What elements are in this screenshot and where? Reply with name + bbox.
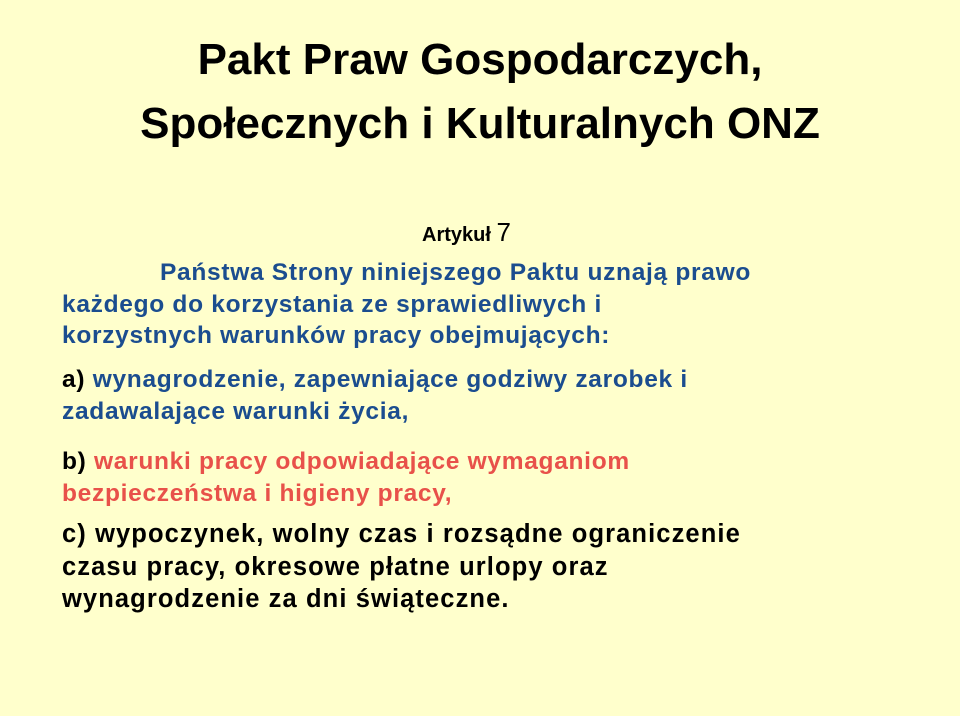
list-item-a <box>62 364 942 427</box>
article-number: 7 <box>496 217 511 247</box>
article-heading <box>422 218 511 249</box>
intro-line-3: korzystnych warunków pracy obejmujących: <box>62 322 611 349</box>
list-item-b-marker: b) <box>62 448 95 475</box>
list-item-a-line-2: zadawalające warunki życia, <box>62 397 410 425</box>
intro-paragraph <box>62 257 942 352</box>
intro-line-1: Państwa Strony niniejszego Paktu uznają prawo <box>160 259 752 286</box>
list-item-a-marker: a) <box>62 366 93 393</box>
intro-line-2: każdego do korzystania ze sprawiedliwych i <box>62 290 602 318</box>
list-item-c-marker: c) <box>62 520 96 548</box>
list-item-c-line-3: wynagrodzenie za dni świąteczne. <box>62 585 510 613</box>
list-item-c-line-1: wypoczynek, wolny czas i rozsądne ograniczenie <box>95 520 741 548</box>
slide-title-line-2: Społecznych i Kulturalnych ONZ <box>140 99 820 148</box>
list-item-b <box>62 446 942 509</box>
list-item-b-line-1: warunki pracy odpowiadające wymaganiom <box>94 448 630 475</box>
list-item-b-line-2: bezpieczeństwa i higieny pracy, <box>62 479 453 507</box>
slide-title-line-1: Pakt Praw Gospodarczych, <box>197 35 763 84</box>
article-label: Artykuł <box>422 224 497 246</box>
list-item-a-line-1: wynagrodzenie, zapewniające godziwy zarobek i <box>92 366 688 393</box>
list-item-c <box>62 518 942 616</box>
list-item-c-line-2: czasu pracy, okresowe płatne urlopy oraz <box>62 552 609 581</box>
